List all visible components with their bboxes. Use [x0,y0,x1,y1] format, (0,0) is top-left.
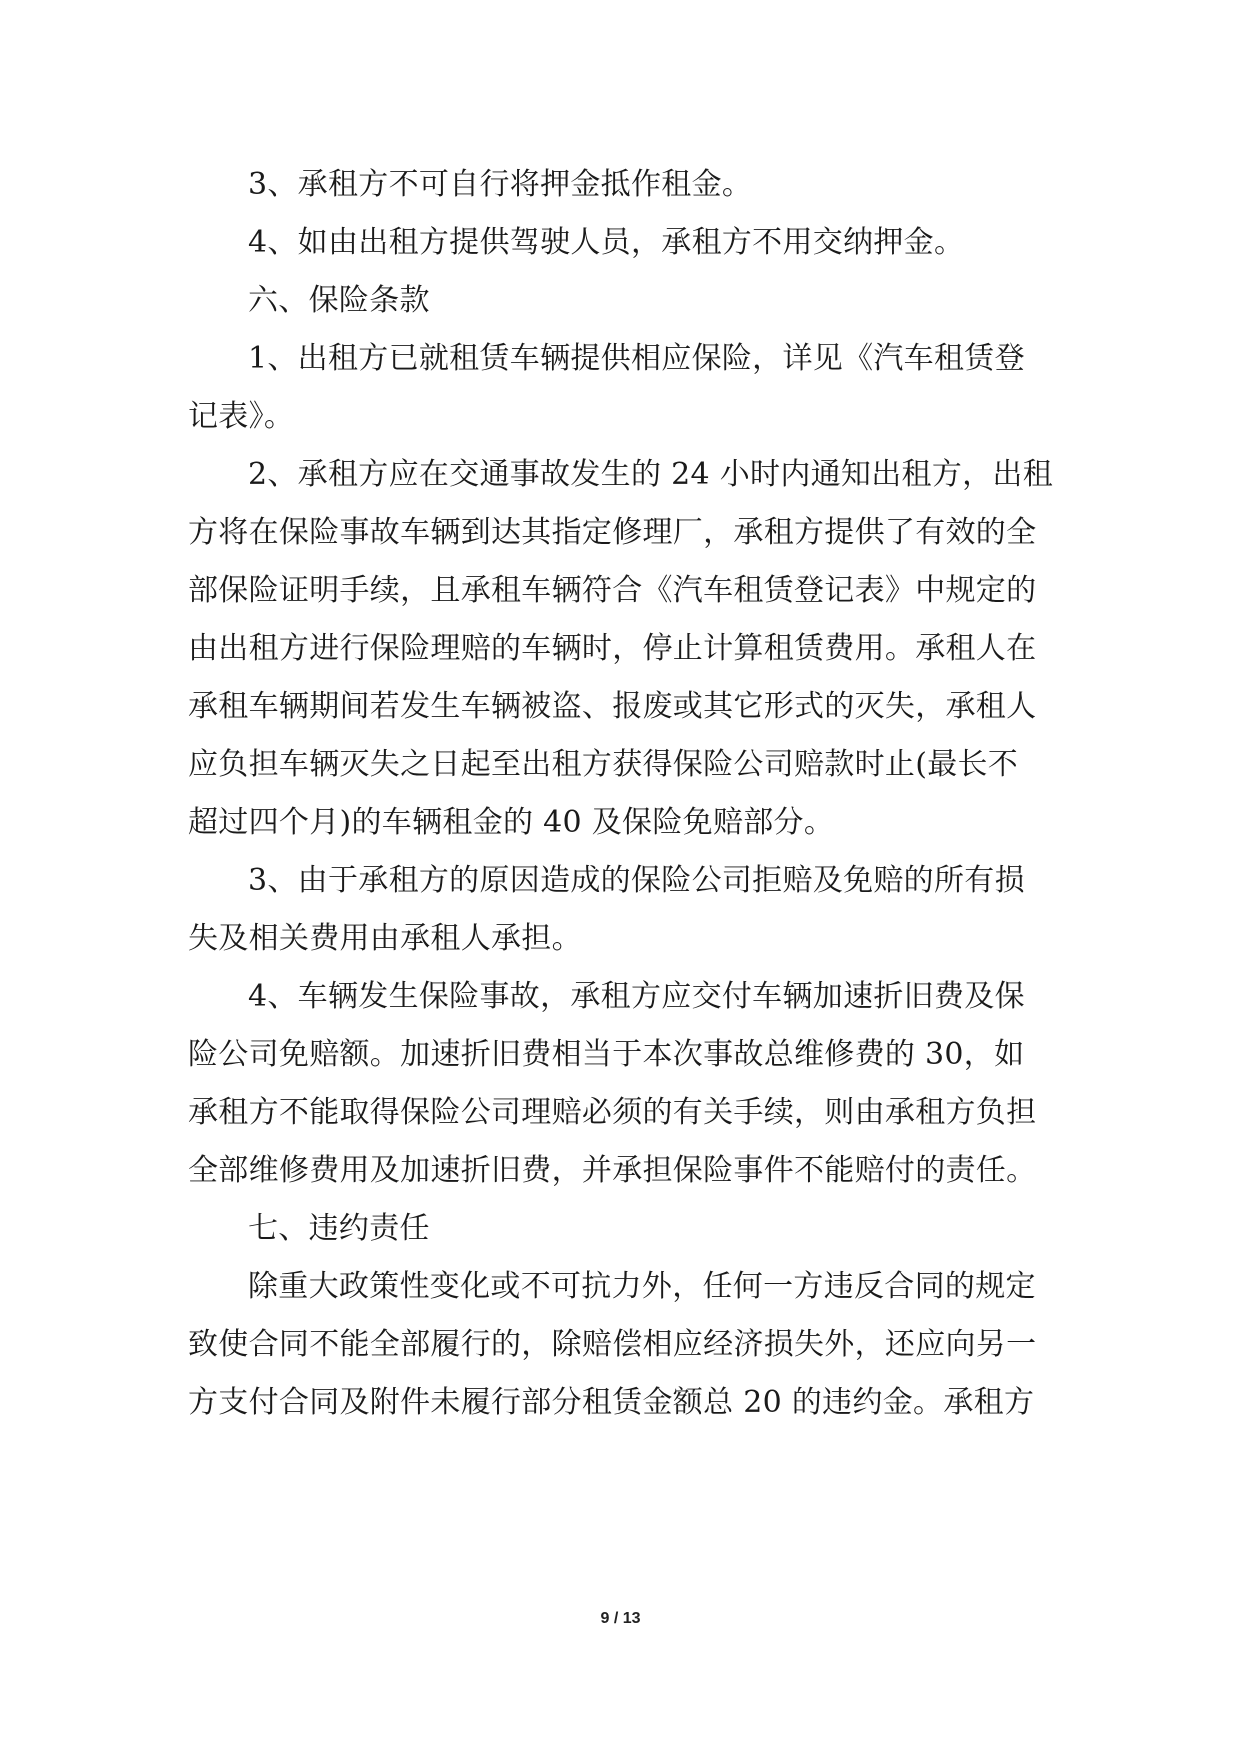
text-line: 记表》。 [188,399,295,434]
text-line: 1、出租方已就租赁车辆提供相应保险，详见《汽车租赁登 [248,341,1025,376]
text-line: 部保险证明手续，且承租车辆符合《汽车租赁登记表》中规定的 [188,573,1037,608]
text-line: 承租方不能取得保险公司理赔必须的有关手续，则由承租方负担 [188,1095,1037,1130]
text-line: 承租车辆期间若发生车辆被盗、报废或其它形式的灭失，承租人 [188,689,1037,724]
text-line: 险公司免赔额。加速折旧费相当于本次事故总维修费的 30，如 [188,1037,1025,1072]
text-line: 3、承租方不可自行将押金抵作租金。 [248,167,753,202]
text-line: 失及相关费用由承租人承担。 [188,921,582,956]
text-line: 2、承租方应在交通事故发生的 24 小时内通知出租方，出租 [248,457,1054,492]
text-line: 4、如由出租方提供驾驶人员，承租方不用交纳押金。 [248,225,965,260]
text-line: 由出租方进行保险理赔的车辆时，停止计算租赁费用。承租人在 [188,631,1037,666]
section-heading-breach: 七、违约责任 [248,1211,430,1246]
text-line: 3、由于承租方的原因造成的保险公司拒赔及免赔的所有损 [248,863,1025,898]
document-body [188,156,1064,1432]
text-line: 全部维修费用及加速折旧费，并承担保险事件不能赔付的责任。 [188,1153,1037,1188]
text-line: 4、车辆发生保险事故，承租方应交付车辆加速折旧费及保 [248,979,1025,1014]
text-line: 致使合同不能全部履行的，除赔偿相应经济损失外，还应向另一 [188,1327,1037,1362]
text-line: 除重大政策性变化或不可抗力外，任何一方违反合同的规定 [248,1269,1036,1304]
text-line: 方将在保险事故车辆到达其指定修理厂，承租方提供了有效的全 [188,515,1037,550]
text-line: 应负担车辆灭失之日起至出租方获得保险公司赔款时止(最长不 [188,747,1019,782]
page-number: 9 / 13 [600,1610,641,1627]
section-heading-insurance: 六、保险条款 [248,283,430,318]
text-line: 方支付合同及附件未履行部分租赁金额总 20 的违约金。承租方 [188,1385,1035,1420]
text-line: 超过四个月)的车辆租金的 40 及保险免赔部分。 [188,805,835,840]
